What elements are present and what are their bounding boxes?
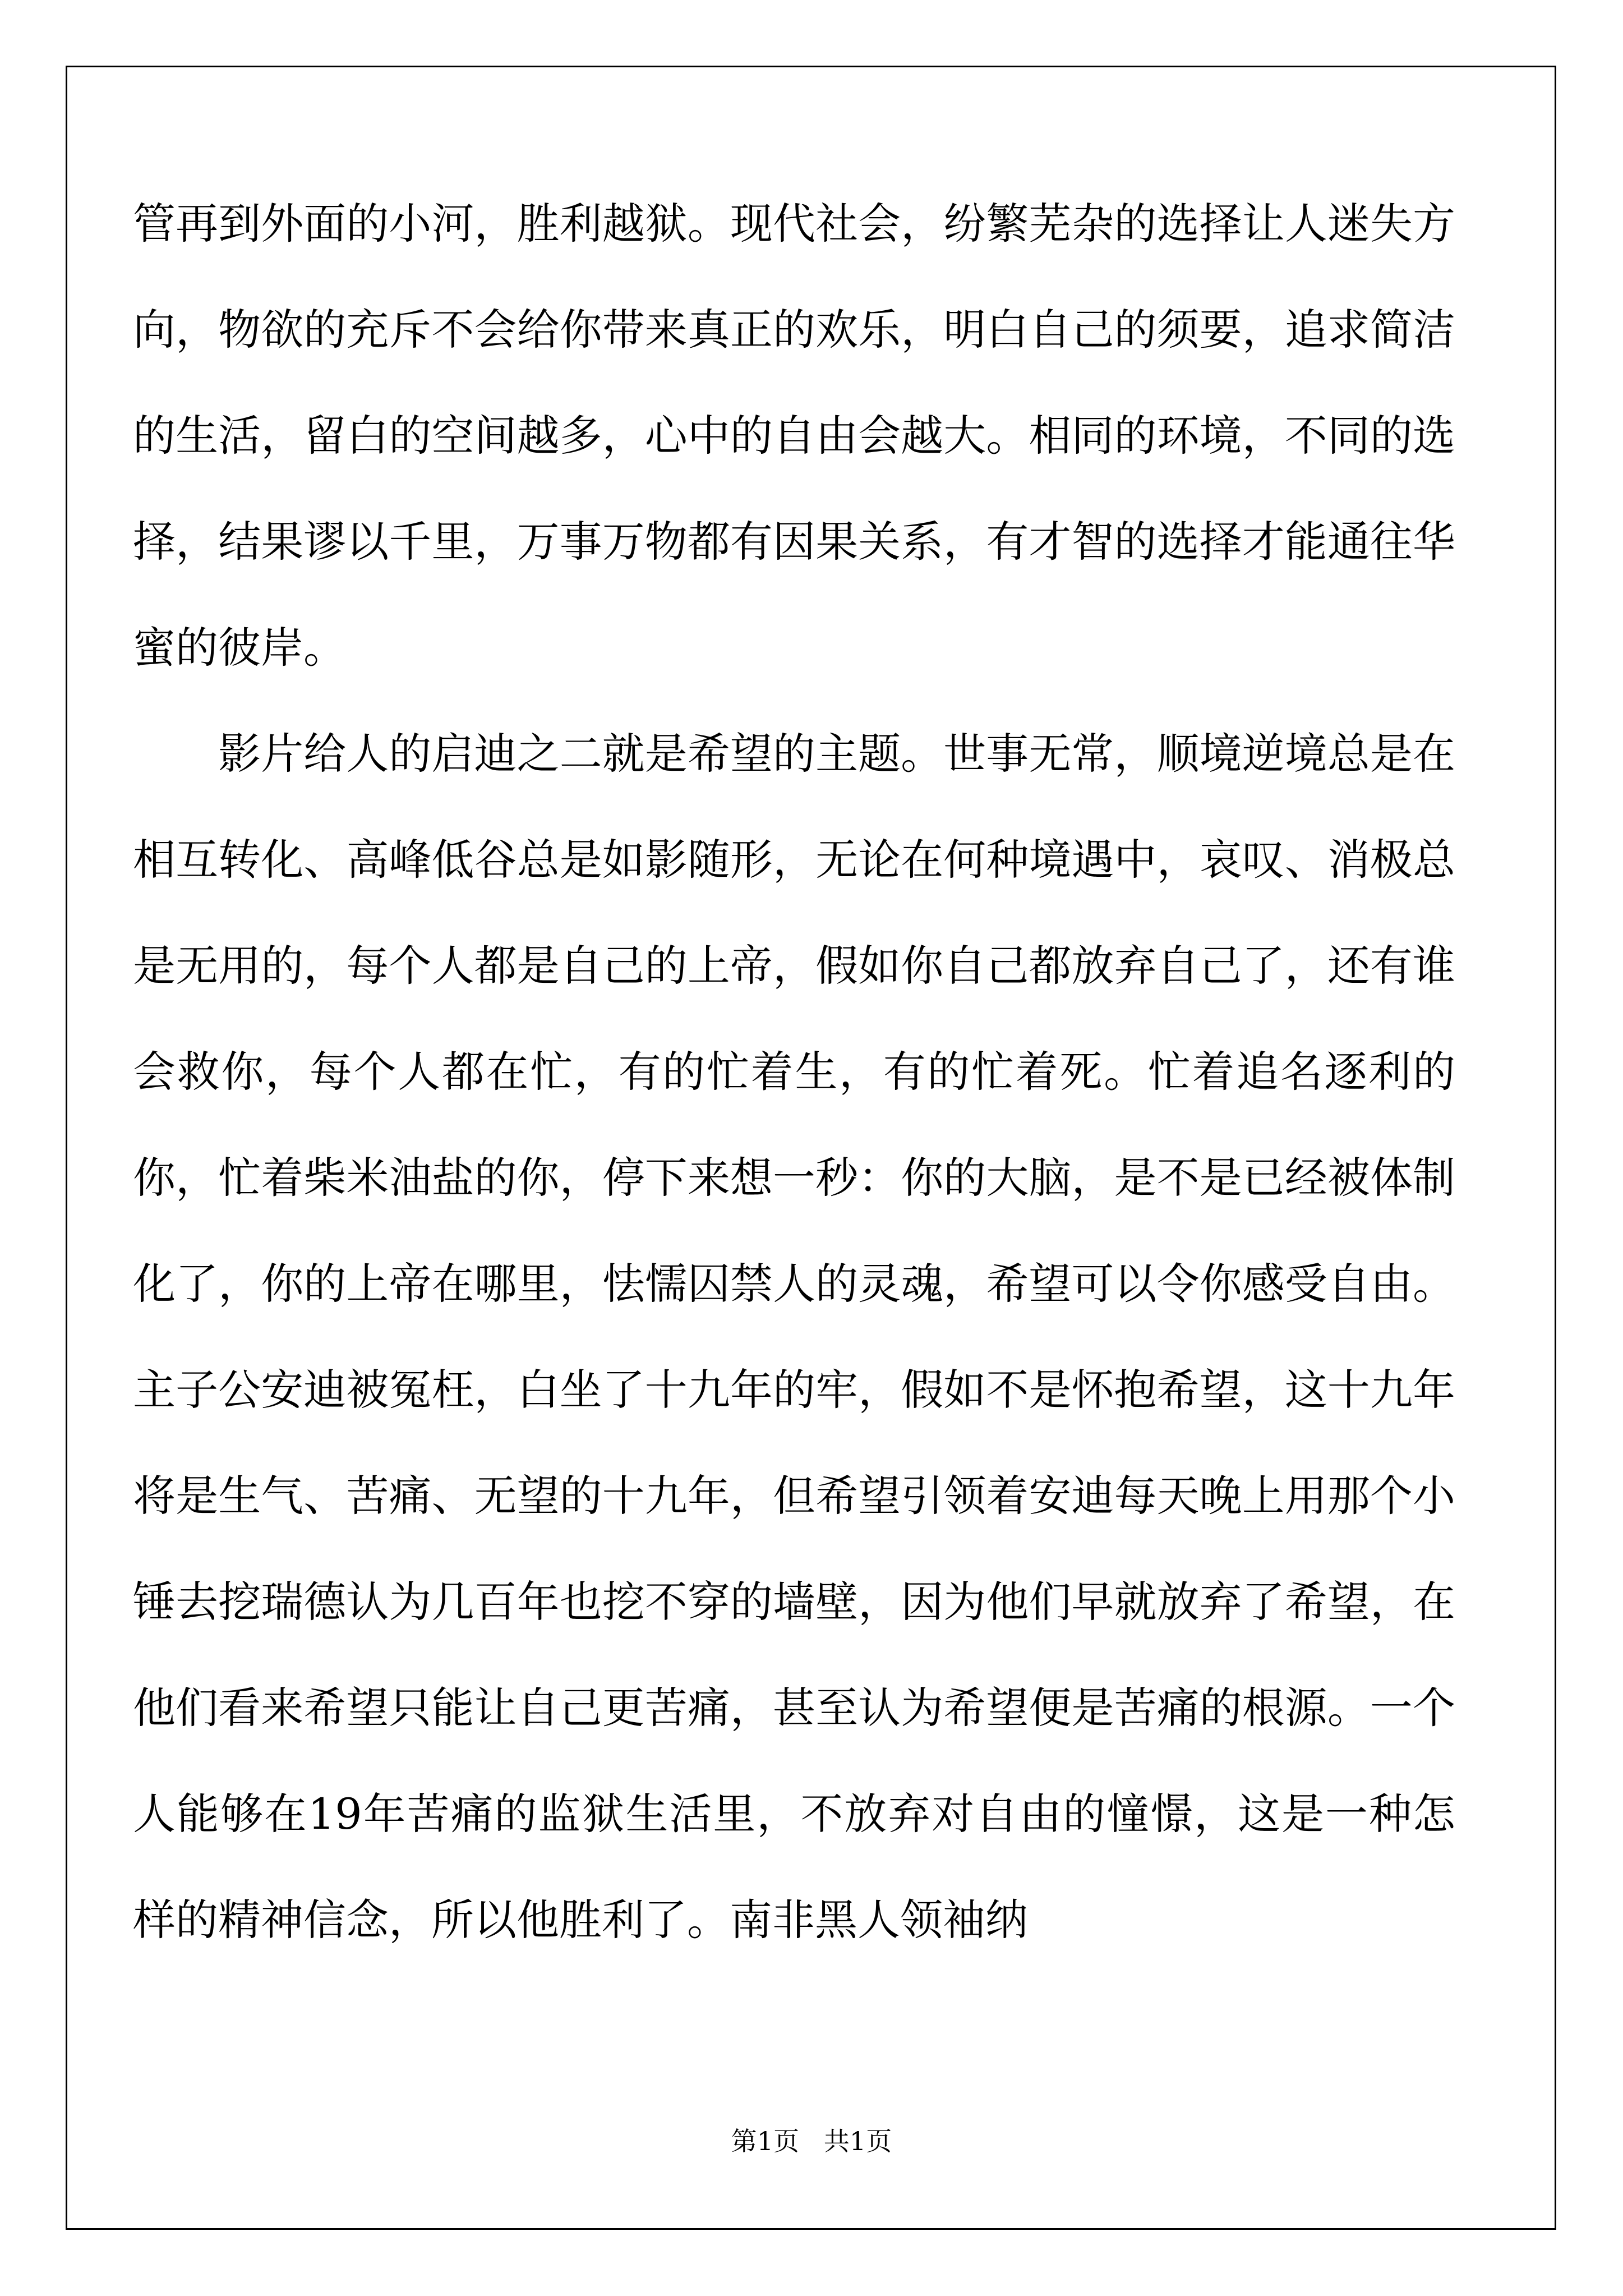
paragraph-1: 管再到外面的小河，胜利越狱。现代社会，纷繁芜杂的选择让人迷失方向，物欲的充斥不会给你带来真正的欢乐，明白自己的须要，追求简洁的生活，留白的空间越多，心中的自由会越大。相同的环境，不同的选择，结果谬以千里，万事万物都有因果关系，有才智的选择才能通往华蜜的彼岸。	[133, 199, 1455, 673]
document-body	[133, 171, 1455, 1973]
page-number-footer: 第1页 共1页	[731, 2126, 892, 2156]
paragraph-2: 影片给人的启迪之二就是希望的主题。世事无常，顺境逆境总是在相互转化、高峰低谷总是如影随形，无论在何种境遇中，哀叹、消极总是无用的，每个人都是自己的上帝，假如你自己都放弃自己了，还有谁会救你，每个人都在忙，有的忙着生，有的忙着死。忙着追名逐利的你，忙着柴米油盐的你，停下来想一秒：你的大脑，是不是已经被体制化了，你的上帝在哪里，怯懦囚禁人的灵魂，希望可以令你感受自由。主子公安迪被冤枉，白坐了十九年的牢，假如不是怀抱希望，这十九年将是生气、苦痛、无望的十九年，但希望引领着安迪每天晚上用那个小锤去挖瑞德认为几百年也挖不穿的墙壁，因为他们早就放弃了希望，在他们看来希望只能让自己更苦痛，甚至认为希望便是苦痛的根源。一个人能够在19年苦痛的监狱生活里，不放弃对自由的憧憬，这是一种怎样的精神信念，所以他胜利了。南非黑人领袖纳	[133, 729, 1455, 1945]
